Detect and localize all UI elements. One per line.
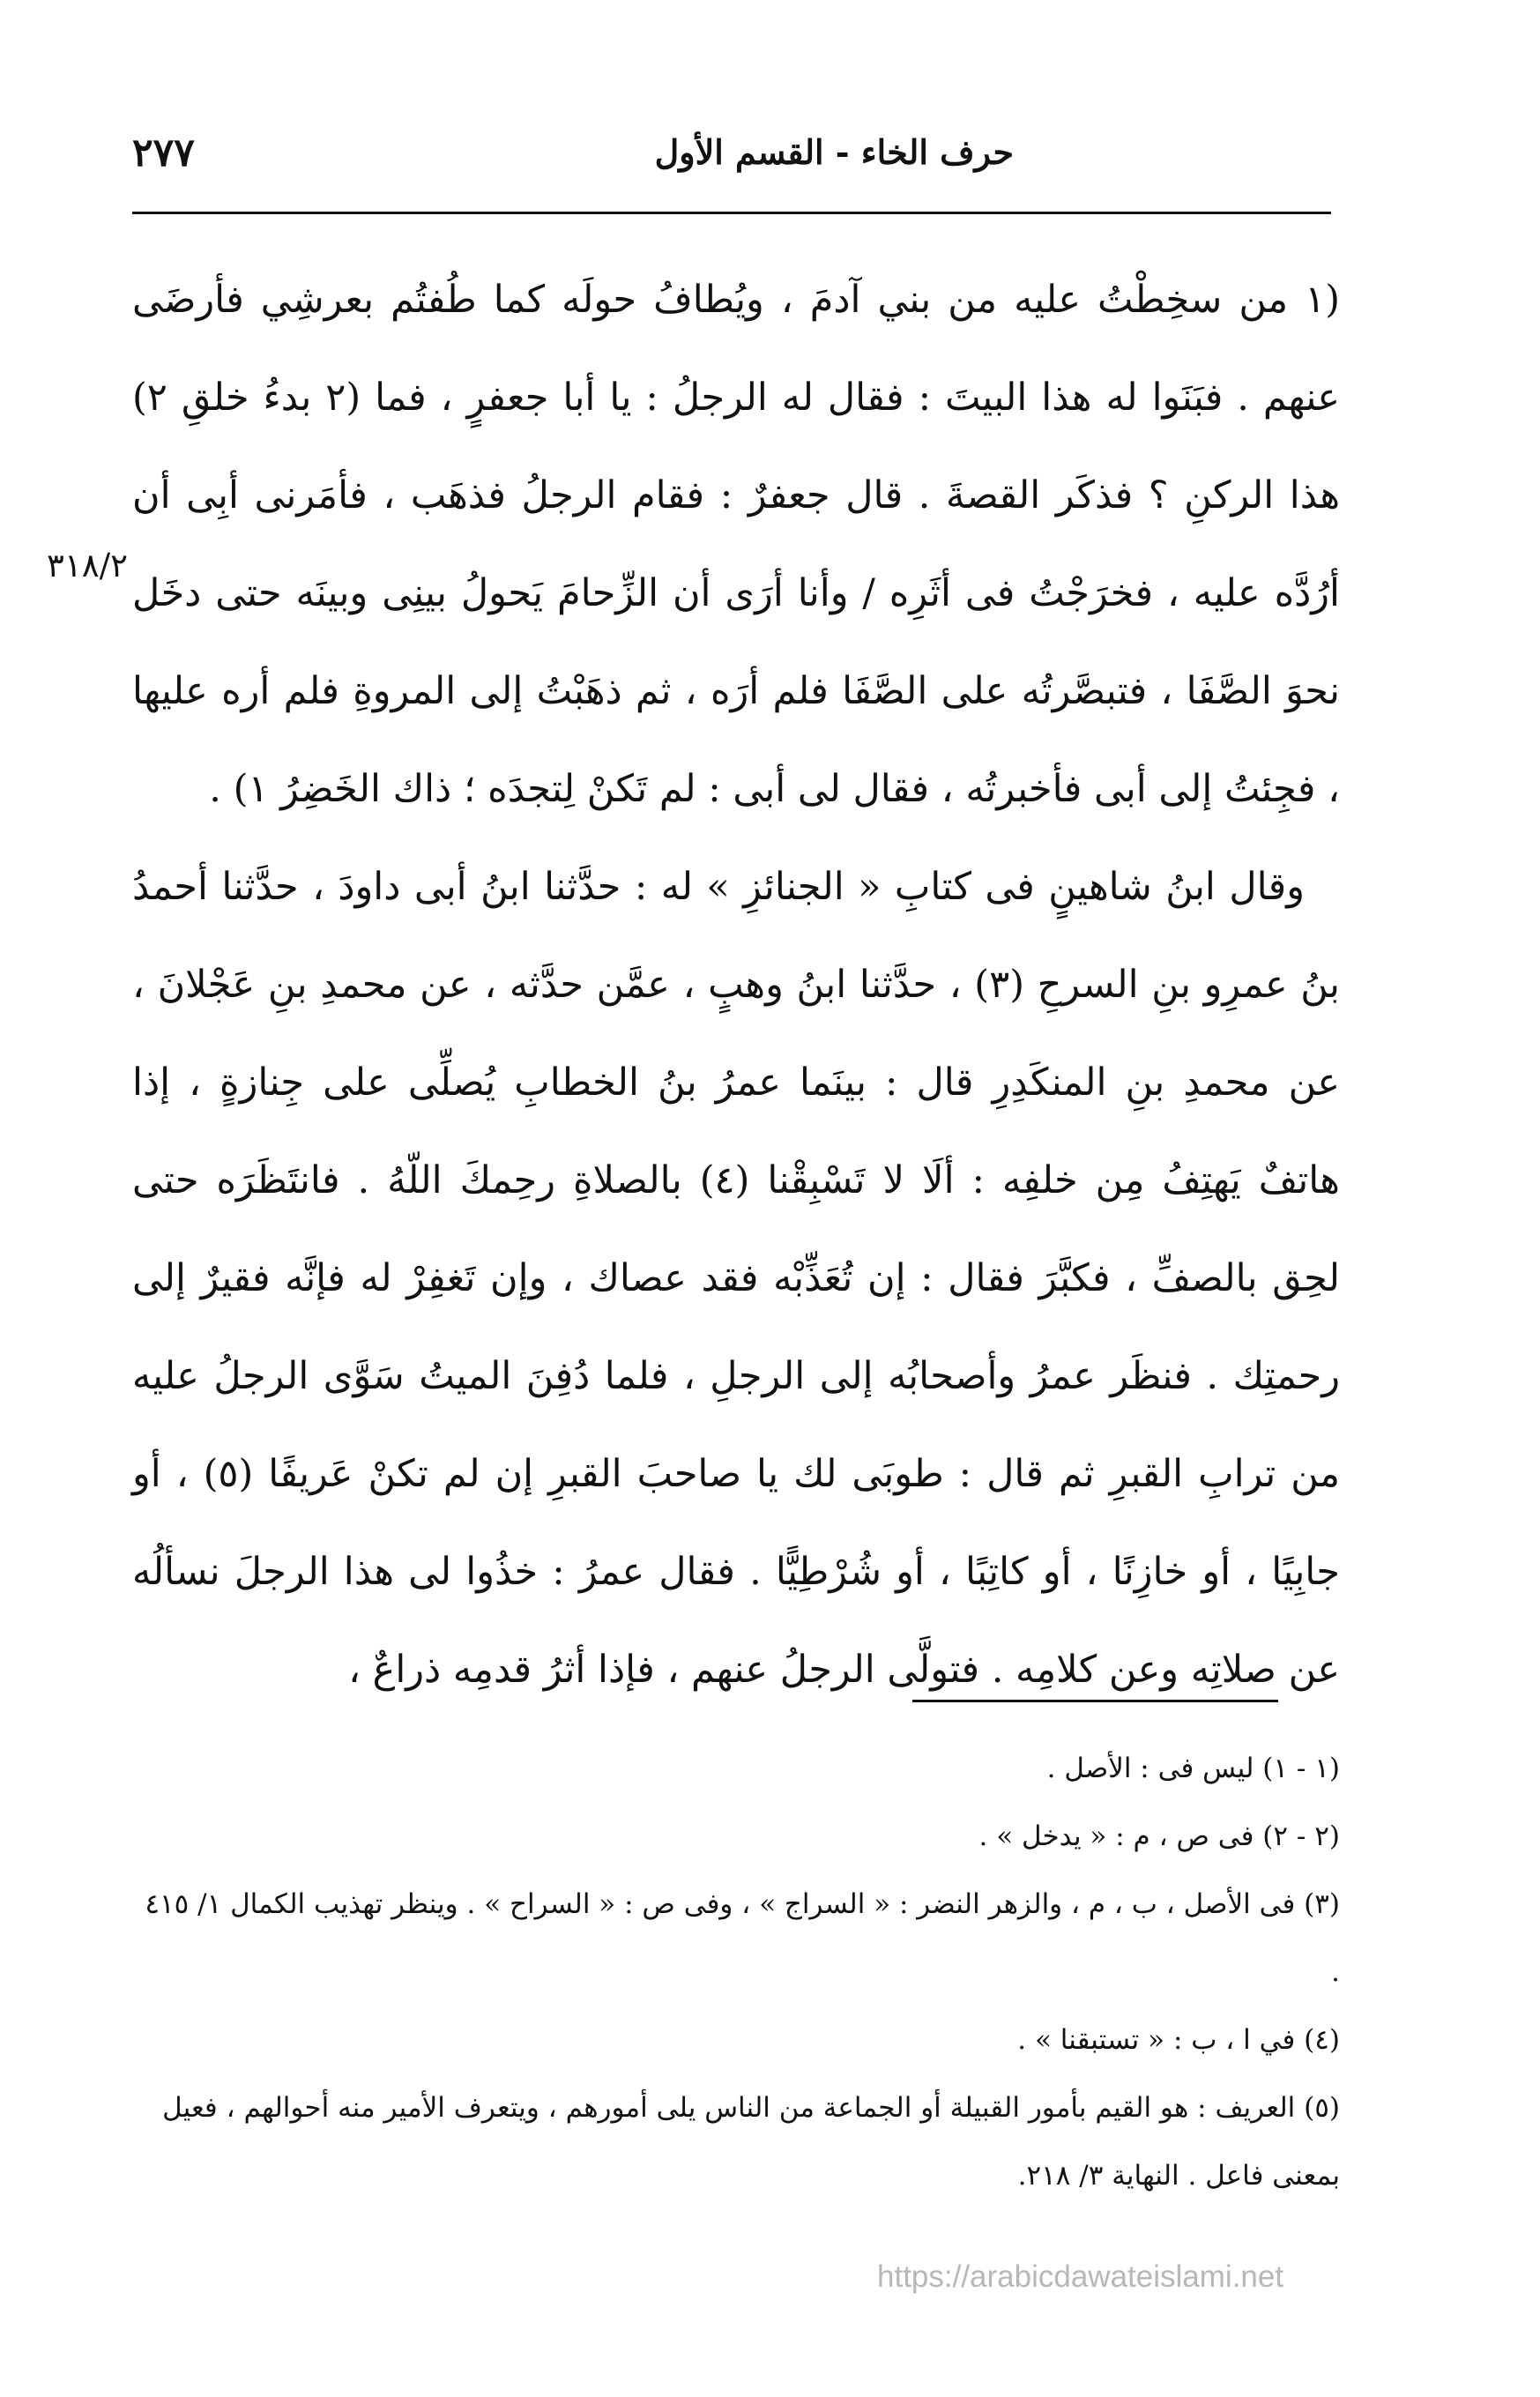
watermark-url: https://arabicdawateislami.net (877, 2259, 1284, 2294)
margin-reference: ٣١٨/٢ (47, 547, 128, 584)
page-header (132, 132, 1331, 194)
footnote-1: (١ - ١) ليس فى : الأصل . (1046, 1753, 1340, 1784)
footnote-5: (٥) العريف : هو القيم بأمور القبيلة أو الجماعة من الناس يلى أمورهم ، ويتعرف الأمير منه أحوالهم ، فعيل بمعنى فاعل . النهاية ٣/ ٢١٨. (162, 2092, 1340, 2192)
footnote-4: (٤) في ا ، ب : « تستبقنا » . (1017, 2024, 1340, 2056)
running-title: حرف الخاء - القسم الأول (654, 132, 1014, 172)
paragraph-1: (١ من سخِطْتُ عليه من بني آدمَ ، ويُطافُ حولَه كما طُفتُم بعرشِي فأرضَى عنهم . فبَنَوا له هذا البيتَ : فقال له الرجلُ : يا أبا جعفرٍ ، فما (٢ بدءُ خلقِ ٢) هذا الركنِ ؟ فذكَر القصةَ . قال جعفرٌ : فقام الرجلُ فذهَب ، فأمَرنى أبِى أن أرُدَّه عليه ، فخرَجْتُ فى أثَرِه / وأنا أرَى أن الزِّحامَ يَحولُ بينِى وبينَه حتى دخَل نحوَ الصَّفَا ، فتبصَّرتُه على الصَّفَا فلم أرَه ، ثم ذهَبْتُ إلى المروةِ فلم أره عليها ، فجِئتُ إلى أبى فأخبرتُه ، فقال لى أبى : لم تَكنْ لِتجدَه ؛ ذاك الخَضِرُ ١) . (132, 278, 1340, 811)
paragraph-2: وقال ابنُ شاهينٍ فى كتابِ « الجنائزِ » له : حدَّثنا ابنُ أبى داودَ ، حدَّثنا أحمدُ بنُ عمرِو بنِ السرحِ (٣) ، حدَّثنا ابنُ وهبٍ ، عمَّن حدَّثه ، عن محمدِ بنِ عَجْلانَ ، عن محمدِ بنِ المنكَدِرِ قال : بينَما عمرُ بنُ الخطابِ يُصلِّى على جِنازةٍ ، إذا هاتفٌ يَهتِفُ مِن خلفِه : ألَا لا تَسْبِقْنا (٤) بالصلاةِ رحِمكَ اللّهُ . فانتَظَرَه حتى لحِق بالصفِّ ، فكبَّرَ فقال : إن تُعَذِّبْه فقد عصاك ، وإن تَغفِرْ له فإنَّه فقيرٌ إلى رحمتِك . فنظَر عمرُ وأصحابُه إلى الرجلِ ، فلما دُفِنَ الميتُ سَوَّى الرجلُ عليه من ترابِ القبرِ ثم قال : طوبَى لك يا صاحبَ القبرِ إن لم تكنْ عَريفًا (٥) ، أو جابِيًا ، أو خازِنًا ، أو كاتِبًا ، أو شُرْطِيًّا . فقال عمرُ : خذُوا لى هذا الرجلَ نسألُه عن صلاتِه وعن كلامِه . فتولَّى الرجلُ عنهم ، فإذا أثرُ قدمِه ذراعٌ ، (132, 865, 1340, 1692)
header-divider (132, 212, 1331, 214)
footnote-2: (٢ - ٢) فى ص ، م : « يدخل » . (978, 1820, 1340, 1852)
footnote-3: (٣) فى الأصل ، ب ، م ، والزهر النضر : « السراج » ، وفى ص : « السراح » . وينظر تهذيب الكمال ١/ ٤١٥ . (145, 1888, 1340, 1988)
page-number: ٢٧٧ (132, 130, 195, 175)
main-text (132, 251, 1340, 1719)
footnotes (132, 1735, 1340, 2210)
footnote-divider (912, 1700, 1278, 1702)
